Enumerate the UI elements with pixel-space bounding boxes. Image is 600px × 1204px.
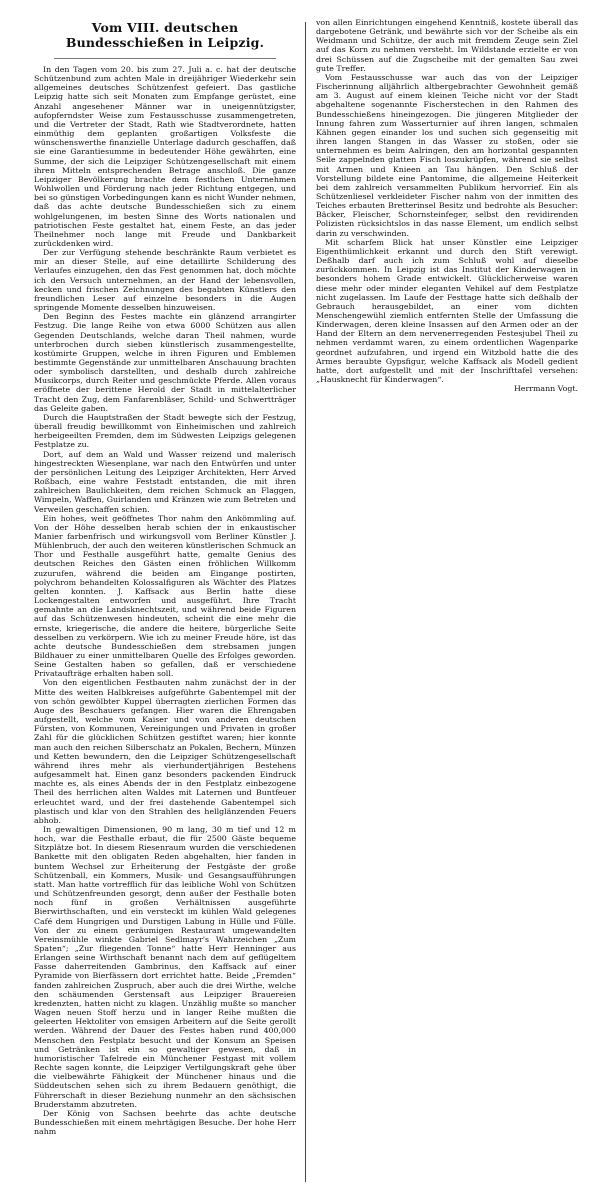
- paragraph: Der zur Verfügung stehende beschränkte Raum verbietet es mir an dieser Stelle, auf eine detaillirte Schilderung des Verlaufes einzugehen, den das Fest genommen hat, doch möchte ich den Versuch unternehmen, an der Hand der lebensvollen, kecken und frischen Zeichnungen des begabten Künstlers den freundlichen Leser auf einzelne besonders in die Augen springende Momente desselben hinzuweisen.: [34, 248, 296, 313]
- left-column: [34, 18, 296, 1188]
- paragraph: In den Tagen vom 20. bis zum 27. Juli a. c. hat der deutsche Schützenbund zum achten Male in dreijähriger Wiederkehr sein allgemeines deutsches Schützenfest gefeiert. Das gastliche Leipzig hatte sich seit Monaten zum Empfange gerüstet, eine Anzahl angesehener Männer war in uneigennützigster, aufopferndster Weise zum Festausschusse zusammengetreten, und die Vertreter der Stadt, Rath wie Stadtverordnete, hatten einmüthig dem geplanten großartigen Volksfeste die wünschenswerthe finanzielle Unterlage dadurch geschaffen, daß sie eine Garantiesumme in bedeutender Höhe gewährten, eine Summe, der sich die Leipziger Schützengesellschaft mit einem ihren Mitteln entsprechenden Betrage anschloß. Die ganze Leipziger Bevölkerung brachte dem festlichen Unternehmen Wohlwollen und Förderung nach jeder Richtung entgegen, und bei so günstigen Vorbedingungen kann es nicht Wunder nehmen, daß das achte deutsche Bundesschießen sich zu einem wohlgelungenen, im besten Sinne des Worts nationalen und patriotischen Feste gestaltet hat, einem Feste, an das jeder Theilnehmer noch lange mit Freude und Dankbarkeit zurückdenken wird.: [34, 65, 296, 248]
- paragraph: Durch die Hauptstraßen der Stadt bewegte sich der Festzug, überall freudig bewillkommt von Einheimischen und zahlreich herbeigeeilten Fremden, dem im Südwesten Leipzigs gelegenen Festplatze zu.: [34, 412, 296, 450]
- paragraph: Ein hohes, weit geöffnetes Thor nahm den Ankömmling auf. Von der Höhe desselben herab schien der in enkaustischer Manier farbenfrisch und wirkungsvoll vom Berliner Künstler J. Mühlenbruch, der auch den weiteren künstlerischen Schmuck an Thor und Festhalle ausgeführt hatte, gemalte Genius des deutschen Reiches den Gästen einen fröhlichen Willkomm zuzurufen, während die beiden am Eingange postirten, polychrom behandelten Kolossalfiguren als Wächter des Platzes gelten konnten. J. Kaffsack aus Berlin hatte diese Lockengestalten entworfen und ausgeführt. Ihre Tracht gemahnte an die Landsknechtszeit, und während beide Figuren auf das Schützenwesen hindeuten, scheint die eine mehr die ernste, kriegerische, die andere die heitere, bürgerliche Seite desselben zu verkörpern. Wie ich zu meiner Freude höre, ist das achte deutsche Bundesschießen dem strebsamen jungen Bildhauer zu einer unmittelbaren Quelle des Erfolges geworden. Seine Gestalten haben so gefallen, daß er verschiedene Privataufträge erhalten haben soll.: [34, 513, 296, 679]
- paragraph: Mit scharfem Blick hat unser Künstler eine Leipziger Eigenthümlichkeit erkannt und durch den Stift verewigt. Deßhalb darf auch ich zum Schluß wohl auf dieselbe zurückkommen. In Leipzig ist das Institut der Kinderwagen in besonders hohem Grade entwickelt. Glücklicherweise waren diese mehr oder minder eleganten Vehikel auf dem Festplatze nicht zugelassen. Im Laufe der Festtage hatte sich deßhalb der Gebrauch herausgebildet, an einer vom dichten Menschengewühl ziemlich entfernten Stelle der Umfassung die Kinderwagen, deren kleine Insassen auf den Armen oder an der Hand der Eltern an dem nervenerregenden Festesjubel Theil zu nehmen verdammt waren, zu einem ordentlichen Wagenparke geordnet aufzufahren, und irgend ein Witzbold hatte die des Armes beraubte Gypsfigur, welche Kaffsack als Modell gedient hatte, dort aufgestellt und mit der Inschrifttafel versehen: „Hausknecht für Kinderwagen“.: [316, 237, 578, 385]
- paragraph: von allen Einrichtungen eingehend Kenntniß, kostete überall das dargebotene Getränk, und bewährte sich vor der Scheibe als ein Weidmann und Schütze, der auch mit fremdem Zeuge sein Ziel auf das Korn zu nehmen versteht. Im Wildstande erzielte er von drei Schüssen auf die Zugscheibe mit der gemalten Sau zwei gute Treffer.: [316, 18, 578, 73]
- article-title: Vom VIII. deutschen Bundesschießen in Leipzig.: [65, 20, 265, 50]
- author-signature: Herrmann Vogt.: [513, 384, 578, 394]
- right-column: [316, 18, 578, 1188]
- paragraph: Der König von Sachsen beehrte das achte deutsche Bundesschießen mit einem mehrtägigen Besuche. Der hohe Herr nahm: [34, 1108, 296, 1137]
- newspaper-page: [34, 18, 578, 1188]
- paragraph: Von den eigentlichen Festbauten nahm zunächst der in der Mitte des weiten Halbkreises aufgeführte Gabentempel mit der von schön gewölbter Kuppel überragten zierlichen Formen das Auge des Beschauers gefangen. Hier waren die Ehrengaben aufgestellt, welche vom Kaiser und von anderen deutschen Fürsten, von Kommunen, Vereinigungen und Privaten in großer Zahl für die glücklichen Schützen gestiftet waren; hier konnte man auch den reichen Silberschatz an Pokalen, Bechern, Münzen und Ketten bewundern, den die Leipziger Schützengesellschaft während ihres mehr als vierhundertjährigen Bestehens aufgesammelt hat. Einen ganz besonders packenden Eindruck machte es, als eines Abends der in den Festplatz einbezogene Theil des herrlichen alten Waldes mit Laternen und Buntfeuer erleuchtet ward, und der frei dastehende Gabentempel sich plastisch und klar von den Strahlen des hellglänzenden Feuers abhob.: [34, 678, 296, 825]
- paragraph: Den Beginn des Festes machte ein glänzend arrangirter Festzug. Die lange Reihe von etwa 6000 Schützen aus allen Gegenden Deutschlands, welche daran Theil nahmen, wurde unterbrochen durch sieben künstlerisch zusammengestellte, kostümirte Gruppen, welche in ihren Figuren und Emblemen bestimmte Gegenstände zur unmittelbaren Anschauung brachten oder symbolisch darstellten, und deshalb durch zahlreiche Musikcorps, durch Reiter und geschmückte Pferde. Allen voraus eröffnete der berittene Herold der Stadt in mittelalterlicher Tracht den Zug, dem Fanfarenbläser, Schild- und Schwertträger das Geleite gaben.: [34, 312, 296, 413]
- paragraph: Dort, auf dem an Wald und Wasser reizend und malerisch hingestreckten Wiesenplane, war nach den Entwürfen und unter der persönlichen Leitung des Leipziger Architekten, Herr Arved Roßbach, eine wahre Feststadt entstanden, die mit ihren zahlreichen Baulichkeiten, dem reichen Schmuck an Flaggen, Wimpeln, Waffen, Guirlanden und Kränzen wie zum Betreten und Verweilen geschaffen schien.: [34, 449, 296, 514]
- paragraph: Vom Festausschusse war auch das von der Leipziger Fischerinnung alljährlich altbergebrachter Gewohnheit gemäß am 3. August auf einem kleinen Teiche nicht vor der Stadt abgehaltene sogenannte Fischerstechen in den Rahmen des Bundesschießens hineingezogen. Die jüngeren Mitglieder der Innung fahren zum Wasserturnier auf ihren langen, schmalen Kähnen gegen einander los und suchen sich gegenseitig mit ihren langen Stangen in das Wasser zu stoßen, oder sie unternehmen es beim Aalringen, den am horizontal gespannten Seile zappelnden glatten Fisch loszukrüpfen, während sie selbst mit Armen und Knieen an Tau hängen. Den Schluß der Vorstellung bildete eine Pantomime, die allgemeine Heiterkeit bei dem zahlreich versammelten Publikum hervorrief. Ein als Schützenliesel verkleideter Fischer nahm von der inmitten des Teiches erbauten Bretterinsel Besitz und bedrohte als Besucher: Bäcker, Fleischer, Schornsteinfeger, selbst den revidirenden Polizisten rücksichtslos in das nasse Element, um endlich selbst darin zu verschwinden.: [316, 72, 578, 238]
- title-rule: [54, 58, 276, 59]
- paragraph: In gewaltigen Dimensionen, 90 m lang, 30 m tief und 12 m hoch, war die Festhalle erbaut, die für 2500 Gäste bequeme Sitzplätze bot. In diesem Riesenraum wurden die verschiedenen Bankette mit den obligaten Reden abgehalten, hier fanden in buntem Wechsel zur Erheiterung der Festgäste der große Schützenball, ein Kommers, Musik- und Gesangsaufführungen statt. Man hatte vortrefflich für das leibliche Wohl von Schützen und Schützenfreunden gesorgt, denn außer der Festhalle boten noch fünf in großen Verhältnissen ausgeführte Bierwirthschaften, und ein versteckt im kühlen Wald gelegenes Café dem Hungrigen und Durstigen Labung in Hülle und Fülle. Von der zu einem geräumigen Restaurant umgewandelten Vereinsmühle winkte Gabriel Sedlmayr's Wahrzeichen „Zum Spaten“; „Zur fliegenden Tonne“ hatte Herr Henninger aus Erlangen seine Wirthschaft benannt nach dem auf geflügeltem Fasse daherreitenden Gambrinus, den Kaffsack auf einer Pyramide von Bierfässern dort errichtet hatte. Beide „Fremden“ fanden zahlreichen Zuspruch, aber auch die drei Wirthe, welche den schäumenden Gerstensaft aus Leipziger Brauereien kredenzten, hatten nicht zu klagen. Unzählig mußte so mancher Wagen neuen Stoff herzu und in langer Reihe mußten die geleerten Hektoliter von emsigen Arbeitern auf die Seite gerollt werden. Während der Dauer des Festes haben rund 400,000 Menschen den Festplatz besucht und der Konsum an Speisen und Getränken ist ein so gewaltiger gewesen, daß in humoristischer Tafelrede ein Münchener Festgast mit vollem Rechte sagen konnte, die Leipziger Vertilgungskraft gehe über die vielbewährte Fähigkeit der Münchener hinaus und die Süddeutschen sehen sich zu ihrem Bedauern genöthigt, die Führerschaft in dieser Beziehung nunmehr an den sächsischen Bruderstamm abzutreten.: [34, 824, 296, 1109]
- column-divider: [305, 22, 306, 1182]
